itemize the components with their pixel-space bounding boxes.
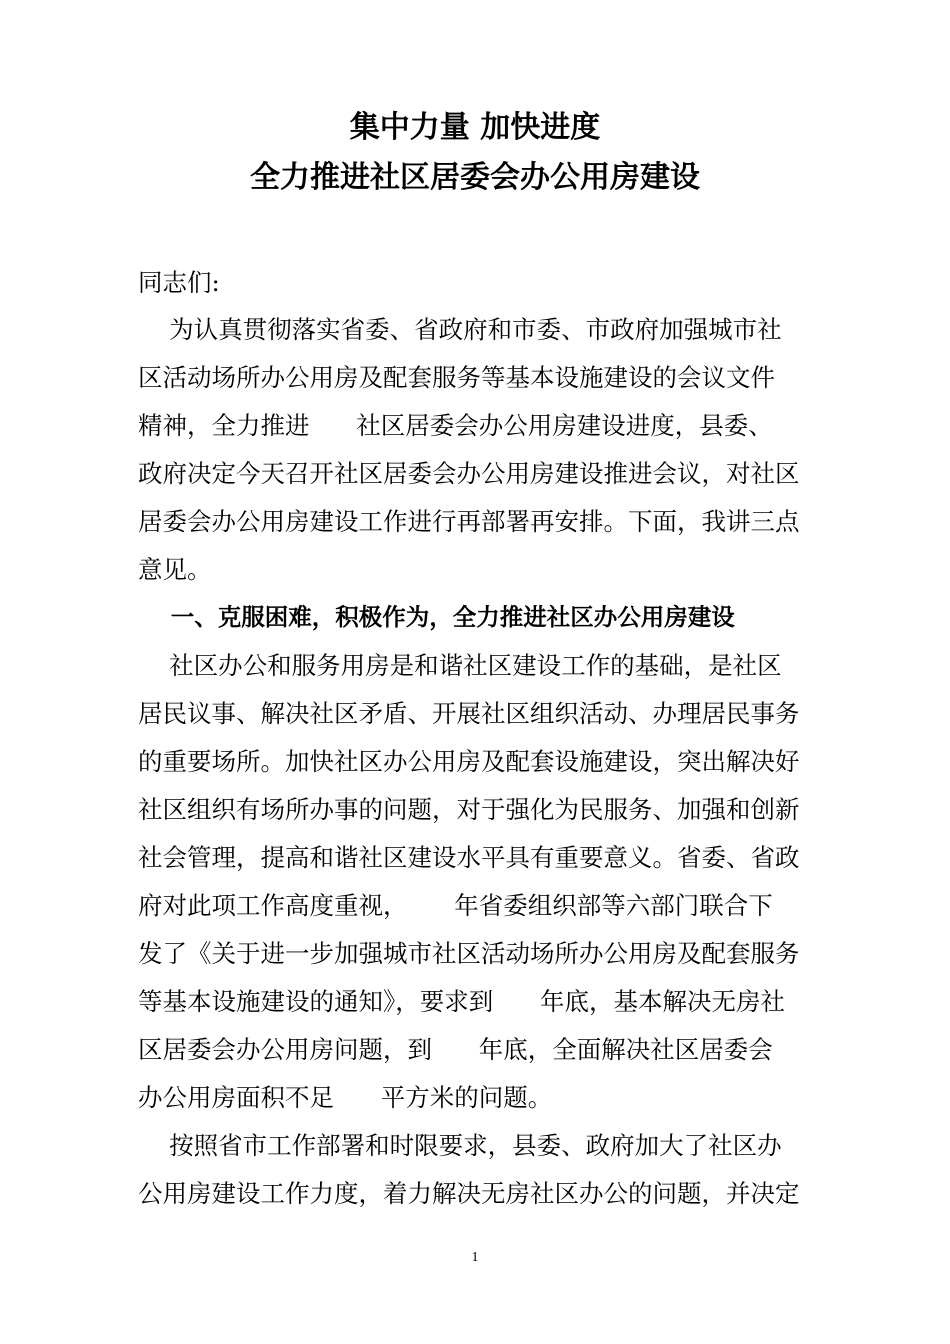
body-line: 精神，全力推进 社区居委会办公用房建设进度，县委、 <box>138 411 773 440</box>
body-line: 社区组织有场所办事的问题，对于强化为民服务、加强和创新 <box>138 795 800 824</box>
body-line: 区活动场所办公用房及配套服务等基本设施建设的会议文件 <box>138 363 775 392</box>
body-line: 按照省市工作部署和时限要求，县委、政府加大了社区办 <box>138 1131 782 1160</box>
body-line: 为认真贯彻落实省委、省政府和市委、市政府加强城市社 <box>138 315 782 344</box>
document-title-line-2: 全力推进社区居委会办公用房建设 <box>250 160 700 195</box>
body-line: 意见。 <box>138 555 212 584</box>
body-line: 政府决定今天召开社区居委会办公用房建设推进会议，对社区 <box>138 459 800 488</box>
body-line: 等基本设施建设的通知》，要求到 年底，基本解决无房社 <box>138 987 785 1016</box>
salutation: 同志们: <box>138 268 220 297</box>
body-line: 居民议事、解决社区矛盾、开展社区组织活动、办理居民事务 <box>138 699 800 728</box>
body-line: 府对此项工作高度重视， 年省委组织部等六部门联合下 <box>138 891 773 920</box>
section-heading: 一、克服困难，积极作为，全力推进社区办公用房建设 <box>138 603 735 631</box>
page-number: 1 <box>471 1250 479 1265</box>
body-line: 居委会办公用房建设工作进行再部署再安排。下面，我讲三点 <box>138 507 800 536</box>
body-line: 社会管理，提高和谐社区建设水平具有重要意义。省委、省政 <box>138 843 800 872</box>
document-title-line-1: 集中力量 加快进度 <box>349 110 601 145</box>
body-line: 公用房建设工作力度，着力解决无房社区办公的问题，并决定 <box>138 1179 800 1208</box>
body-line: 办公用房面积不足 平方米的问题。 <box>138 1083 553 1112</box>
body-line: 区居委会办公用房问题，到 年底，全面解决社区居委会 <box>138 1035 773 1064</box>
body-line: 社区办公和服务用房是和谐社区建设工作的基础，是社区 <box>138 651 782 680</box>
body-line: 的重要场所。加快社区办公用房及配套设施建设，突出解决好 <box>138 747 800 776</box>
body-line: 发了《关于进一步加强城市社区活动场所办公用房及配套服务 <box>138 939 800 968</box>
